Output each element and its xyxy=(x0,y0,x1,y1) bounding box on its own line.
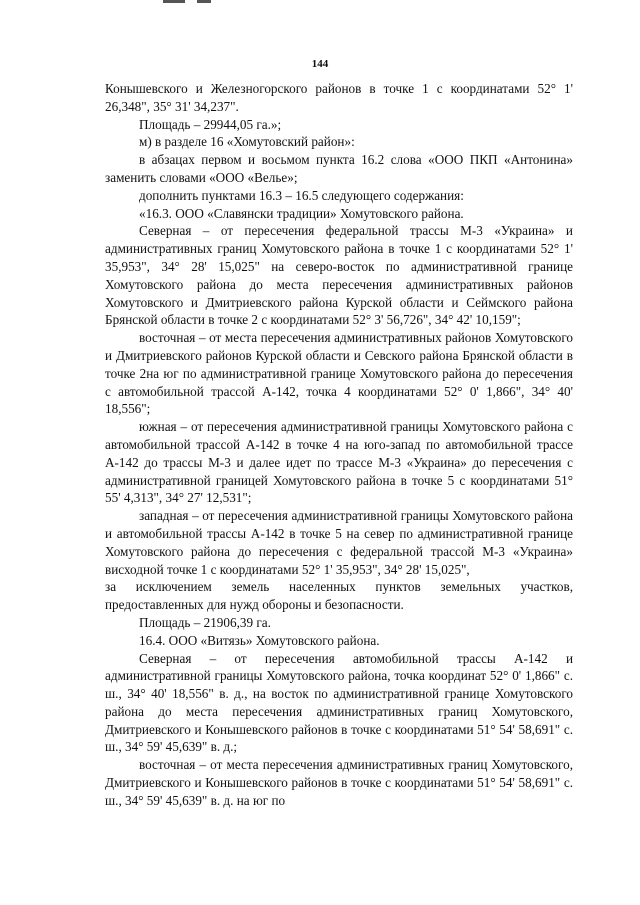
paragraph: южная – от пересечения административной границы Хомутовского района с автомобильной трассой А-142 в точке 4 на юго-запад по автомобильной трассе А-142 до трассы М-3 и далее идет по трассе М-3 «Украина» до пересечения с административной границей Хомутовского района в точке 5 с координатами 51° 55' 4,313", 34° 27' 12,531"; xyxy=(105,419,573,506)
paragraph: 16.4. ООО «Витязь» Хомутовского района. xyxy=(139,632,380,648)
paragraph: восточная – от места пересечения административных районов Хомутовского и Дмитриевского районов Курской области и Севского района Брянской области в точке 2на юг по административной границе Хомутовского района до пересечения с автомобильной трассой А-142, точка 4 координатами 52° 0' 1,866", 34° 40' 18,556"; xyxy=(105,330,573,417)
paragraph: «16.3. ООО «Славянски традиции» Хомутовского района. xyxy=(139,205,464,221)
paragraph: Северная – от пересечения федеральной трассы М-3 «Украина» и административных границ Хомутовского района в точке 1 с координатами 52° 1' 35,953", 34° 28' 15,025" на северо-восток по административной границе Хомутовского района до места пересечения административных районов Хомутовского и Дмитриевского района Курской области и Сеймского района Брянской области в точке 2 с координатами 52° 3' 56,726", 34° 42' 10,159"; xyxy=(105,223,573,328)
paragraph: Северная – от пересечения автомобильной трассы А-142 и административной границы Хомутовского района, точка координат 52° 0' 1,866" с. ш., 34° 40' 18,556" в. д., на восток по административной границе Хомутовского района до места пересечения административных границ Хомутовского, Дмитриевского и Конышевского районов в точке с координатами 51° 54' 58,691" с. ш., 34° 59' 45,639" в. д.; xyxy=(105,650,573,755)
paragraph: Площадь – 29944,05 га.»; xyxy=(139,116,282,132)
paragraph: Конышевского и Железногорского районов в точке 1 с координатами 52° 1' 26,348", 35° 31' 34,237". xyxy=(105,81,573,114)
paragraph: дополнить пунктами 16.3 – 16.5 следующего содержания: xyxy=(139,187,464,203)
paragraph: м) в разделе 16 «Хомутовский район»: xyxy=(139,134,355,150)
paragraph: Площадь – 21906,39 га. xyxy=(139,614,271,630)
scan-mark-right xyxy=(197,0,211,3)
paragraph: западная – от пересечения административной границы Хомутовского района и автомобильной трассы А-142 в точке 5 на север по административной границе Хомутовского района до пересечения с федеральной трассой М-3 «Украина» висходной точке 1 с координатами 52° 1' 35,953", 34° 28' 15,025", xyxy=(105,508,573,577)
document-body xyxy=(105,80,573,810)
paragraph: в абзацах первом и восьмом пункта 16.2 слова «ООО ПКП «Антонина» заменить словами «ООО «Велье»; xyxy=(105,152,573,185)
paragraph: за исключением земель населенных пунктов земельных участков, предоставленных для нужд обороны и безопасности. xyxy=(105,579,573,613)
scan-mark-left xyxy=(163,0,185,3)
paragraph: восточная – от места пересечения административных границ Хомутовского, Дмитриевского и Конышевского районов в точке с координатами 51° 54' 58,691" с. ш., 34° 59' 45,639" в. д. на юг по xyxy=(105,757,573,808)
page-number: 144 xyxy=(311,58,329,70)
